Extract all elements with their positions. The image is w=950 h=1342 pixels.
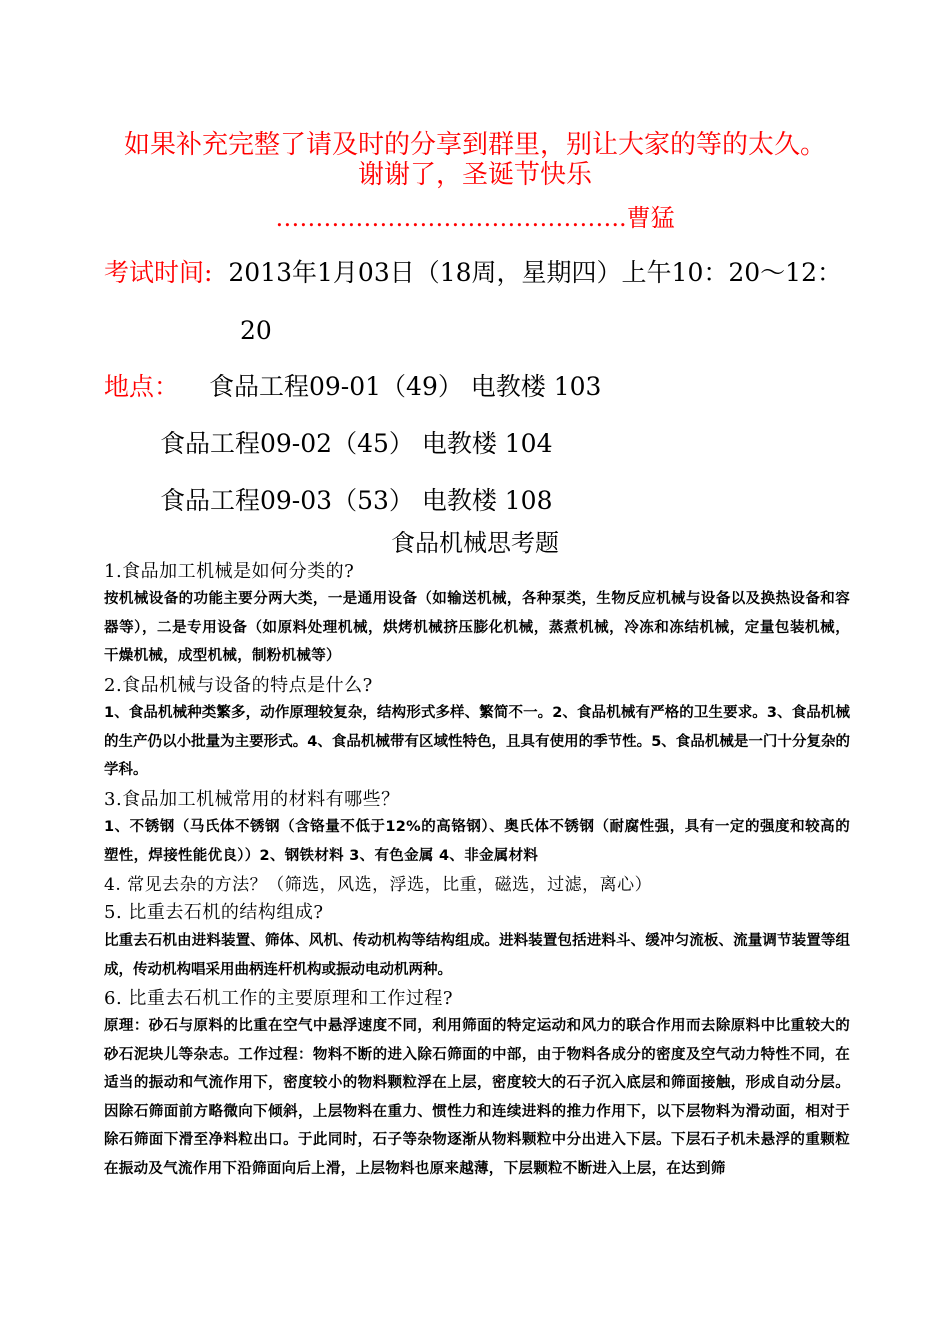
notice-line-2: 谢谢了，圣诞节快乐: [357, 160, 592, 190]
question: 5. 比重去石机的结构组成?: [104, 902, 324, 923]
location-label: 地点：: [104, 372, 180, 401]
question: 1.食品加工机械是如何分类的?: [104, 561, 355, 582]
exam-time-value: 2013年1月03日（18周，星期四）上午10：20～12：: [228, 258, 842, 287]
exam-time-row: [104, 258, 842, 288]
answer: 1、食品机械种类繁多，动作原理较复杂，结构形式多样、繁简不一。2、食品机械有严格的卫生要求。3、食品机械的生产仍以小批量为主要形式。4、食品机械带有区域性特色，且具有使用的季节性。5、食品机械是一门十分复杂的学科。: [104, 705, 850, 778]
question: 2.食品机械与设备的特点是什么?: [104, 675, 373, 696]
answer: 1、不锈钢（马氏体不锈钢（含铬量不低于12%的高铬钢）、奥氏体不锈钢（耐腐性强，具有一定的强度和较高的塑性，焊接性能优良））2、钢铁材料 3、有色金属 4、非金属材料: [104, 819, 850, 864]
answer: 按机械设备的功能主要分两大类，一是通用设备（如输送机械，各种泵类，生物反应机械与设备以及换热设备和容器等），二是专用设备（如原料处理机械，烘烤机械挤压膨化机械，蒸煮机械，冷冻和冻结机械，定量包装机械，干燥机械，成型机械，制粉机械等）: [104, 591, 850, 664]
location-item: 食品工程09-01（49） 电教楼 103: [208, 372, 602, 401]
answer: 原理：砂石与原料的比重在空气中悬浮速度不同，利用筛面的特定运动和风力的联合作用而去除原料中比重较大的砂石泥块儿等杂志。工作过程：物料不断的进入除石筛面的中部，由于物料各成分的密度及空气动力特性不同，在适当的振动和气流作用下，密度较小的物料颗粒浮在上层，密度较大的石子沉入底层和筛面接触，形成自动分层。因除石筛面前方略微向下倾斜，上层物料在重力、惯性力和连续进料的推力作用下，以下层物料为滑动面，相对于除石筛面下滑至净料粒出口。于此同时，石子等杂物逐渐从物料颗粒中分出进入下层。下层石子机未悬浮的重颗粒在振动及气流作用下沿筛面向后上滑，上层物料也原来越薄，下层颗粒不断进入上层，在达到筛: [104, 1018, 850, 1177]
notice-signature: ……………………………………..曹猛: [275, 204, 675, 232]
question: 4. 常见去杂的方法？（筛选，风选，浮选，比重，磁选，过滤，离心）: [104, 875, 653, 895]
notice-line-1: 如果补充完整了请及时的分享到群里，别让大家的等的太久。: [123, 130, 826, 160]
exam-time-label: 考试时间:: [104, 258, 213, 287]
location-item: 食品工程09-03（53） 电教楼 108: [160, 486, 553, 515]
location-item: 食品工程09-02（45） 电教楼 104: [160, 429, 553, 458]
question: 3.食品加工机械常用的材料有哪些？: [104, 789, 400, 810]
location-row-1: [104, 372, 601, 402]
question: 6. 比重去石机工作的主要原理和工作过程?: [104, 988, 454, 1009]
exam-time-value-cont: 20: [240, 316, 272, 345]
answer: 比重去石机由进料装置、筛体、风机、传动机构等结构组成。进料装置包括进料斗、缓冲匀流板、流量调节装置等组成，传动机构唱采用曲柄连杆机构或振动电动机两种。: [104, 933, 850, 978]
document-title: 食品机械思考题: [391, 529, 559, 557]
